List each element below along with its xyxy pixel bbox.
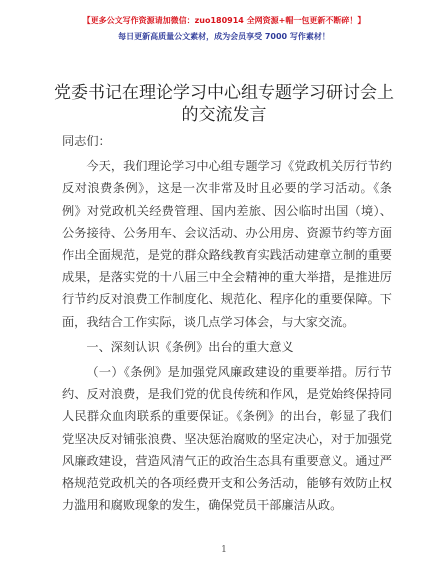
point-paragraph: （一）《条例》是加强党风廉政建设的重要举措。厉行节约、反对浪费，是我们党的优良传统和作风，是党始终保持同人民群众血肉联系的重要保证。《条例》的出台，彰显了我们党坚决反对铺张浪费、坚决惩治腐败的坚定决心，对于加强党风廉政建设，营造风清气正的政治生态具有重要意义。通过严格规范党政机关的各项经费开支和公务活动，能够有效防止权力滥用和腐败现象的发生，确保党员干部廉洁从政。 [62, 365, 392, 513]
promo-line-2: 每日更新高质量公文素材，成为会员享受 7000 写作素材！ [118, 32, 330, 41]
promo-line-1: 【更多公文写作资源请加微信：zuo180914 全网资源+帽一包更新不断碎！】 [82, 16, 366, 25]
promo-banner [0, 15, 448, 42]
salutation: 同志们： [62, 134, 111, 148]
document-title [40, 82, 408, 126]
intro-paragraph: 今天，我们理论学习中心组专题学习《党政机关厉行节约反对浪费条例》，这是一次非常及时且必要的学习活动。《条例》对党政机关经费管理、国内差旅、因公临时出国（境）、公务接待、公务用车、会议活动、办公用房、资源节约等方面作出全面规范，是党的群众路线教育实践活动建章立制的重要成果，是落实党的十八届三中全会精神的重大举措，是推进厉行节约反对浪费工作制度化、规范化、程序化的重要保障。下面，我结合工作实际，谈几点学习体会，与大家交流。 [62, 159, 392, 329]
page-number: 1 [221, 545, 227, 555]
title-line-1: 党委书记在理论学习中心组专题学习研讨会上 [54, 83, 394, 103]
section-heading: 一、深刻认识《条例》出台的重大意义 [86, 339, 294, 354]
document-body [62, 130, 392, 516]
title-line-2: 的交流发言 [181, 105, 267, 125]
